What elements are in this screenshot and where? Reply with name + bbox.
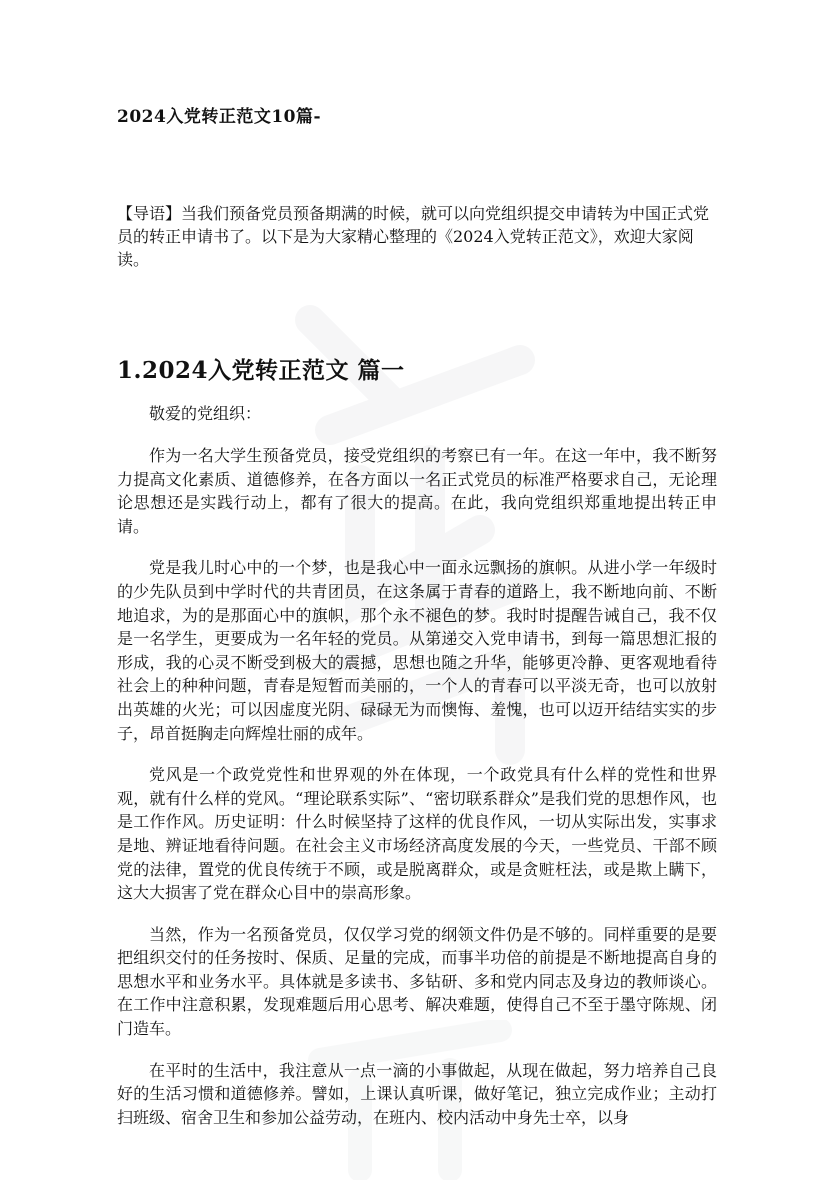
body-paragraph-5: 在平时的生活中，我注意从一点一滴的小事做起，从现在做起，努力培养自己良好的生活习惯和道德修养。譬如，上课认真听课，做好笔记，独立完成作业；主动打扫班级、宿舍卫生和参加公益劳动，在班内、校内活动中身先士卒，以身 — [117, 1060, 717, 1127]
section-heading: 1.2024入党转正范文 篇一 — [117, 357, 405, 384]
salutation: 敬爱的党组织： — [149, 404, 262, 423]
letter-body — [117, 402, 717, 1147]
body-paragraph-1: 作为一名大学生预备党员，接受党组织的考察已有一年。在这一年中，我不断努力提高文化素质、道德修养，在各方面以一名正式党员的标准严格要求自己，无论理论思想还是实践行动上，都有了很大的提高。在此，我向党组织郑重地提出转正申请。 — [117, 446, 717, 536]
body-paragraph-4: 当然，作为一名预备党员，仅仅学习党的纲领文件仍是不够的。同样重要的是要把组织交付的任务按时、保质、足量的完成，而事半功倍的前提是不断地提高自身的思想水平和业务水平。具体就是多读书、多钻研、多和党内同志及身边的教师谈心。在工作中注意积累，发现难题后用心思考、解决难题，使得自己不至于墨守陈规、闭门造车。 — [117, 924, 717, 1039]
document-title: 2024入党转正范文10篇- — [117, 107, 322, 127]
body-paragraph-2: 党是我儿时心中的一个梦，也是我心中一面永远飘扬的旗帜。从进小学一年级时的少先队员到中学时代的共青团员，在这条属于青春的道路上，我不断地向前、不断地追求，为的是那面心中的旗帜，那个永不褪色的梦。我时时提醒告诫自己，我不仅是一名学生，更要成为一名年轻的党员。从第递交入党申请书，到每一篇思想汇报的形成，我的心灵不断受到极大的震撼，思想也随之升华，能够更冷静、更客观地看待社会上的种种问题，青春是短暂而美丽的，一个人的青春可以平淡无奇，也可以放射出英雄的火光；可以因虚度光阴、碌碌无为而懊悔、羞愧，也可以迈开结结实实的步子，昂首挺胸走向辉煌壮丽的成年。 — [117, 558, 717, 743]
intro-paragraph: 【导语】当我们预备党员预备期满的时候，就可以向党组织提交申请转为中国正式党员的转正申请书了。以下是为大家精心整理的《2024入党转正范文》，欢迎大家阅读。 — [117, 204, 710, 269]
body-paragraph-3: 党风是一个政党党性和世界观的外在体现，一个政党具有什么样的党性和世界观，就有什么样的党风。“理论联系实际”、“密切联系群众”是我们党的思想作风，也是工作作风。历史证明：什么时候坚持了这样的优良作风，一切从实际出发，实事求是地、辨证地看待问题。在社会主义市场经济高度发展的今天，一些党员、干部不顾党的法律，置党的优良传统于不顾，或是脱离群众，或是贪赃枉法，或是欺上瞒下，这大大损害了党在群众心目中的崇高形象。 — [117, 765, 717, 903]
